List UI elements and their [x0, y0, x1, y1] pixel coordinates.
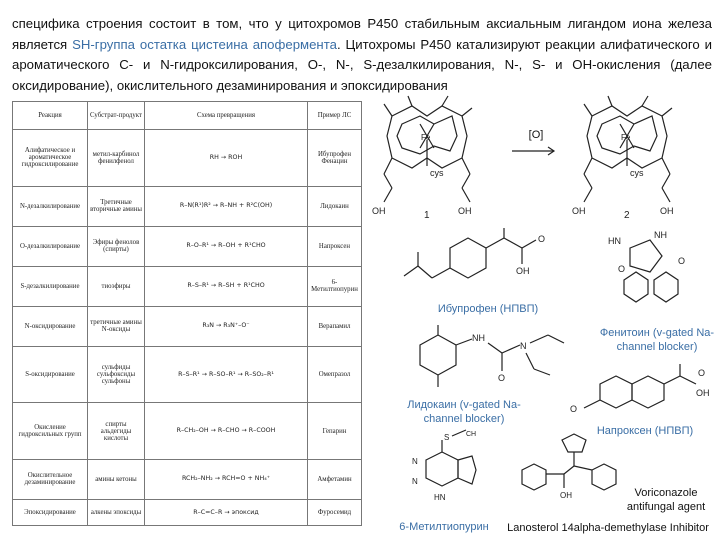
cell-scheme: RH → ROH	[145, 130, 308, 187]
oh-label: OH	[372, 206, 386, 216]
svg-text:OH: OH	[560, 491, 572, 500]
table-row	[13, 459, 362, 499]
cell-reaction: Окисление гидроксильных групп	[13, 403, 88, 460]
header-example: Пример ЛС	[308, 102, 362, 130]
compound-number: 2	[624, 210, 630, 221]
oh-label: OH	[660, 206, 674, 216]
compound-number: 1	[424, 210, 430, 221]
table-row	[13, 346, 362, 403]
cell-scheme: R–O–R¹ → R–OH + R¹CHO	[145, 226, 308, 266]
svg-text:OH: OH	[696, 388, 710, 398]
methylthiopurine-label	[392, 520, 496, 534]
svg-text:N: N	[412, 477, 418, 486]
svg-text:HN: HN	[434, 493, 446, 502]
cell-reaction: N-дезалкилирование	[13, 186, 88, 226]
cell-scheme: R–S–R¹ → R–SO–R¹ → R–SO₂–R¹	[145, 346, 308, 403]
methylthiopurine-structure	[404, 430, 484, 515]
table-row	[13, 500, 362, 526]
cell-reaction: S-оксидирование	[13, 346, 88, 403]
svg-text:O: O	[498, 373, 506, 383]
phenytoin-name: Фенитоин (v-gated Na-channel blocker)	[599, 327, 715, 353]
cell-example: Фуросемид	[308, 500, 362, 526]
cell-example: Лидокаин	[308, 186, 362, 226]
svg-text:S: S	[444, 433, 450, 442]
cell-example: Верапамил	[308, 306, 362, 346]
methylthiopurine-name: 6-Метилтиопурин	[399, 521, 489, 533]
fe-label: Fe	[421, 133, 431, 142]
oxidant-label: [O]	[528, 129, 544, 141]
intro-paragraph	[12, 14, 712, 96]
svg-text:O: O	[618, 264, 626, 274]
table-row	[13, 130, 362, 187]
svg-text:OH: OH	[516, 266, 530, 276]
cell-reaction: N-оксидирование	[13, 306, 88, 346]
cell-example: 6-Метилтиопурин	[308, 266, 362, 306]
svg-text:CH: CH	[466, 431, 477, 438]
svg-text:NH: NH	[472, 333, 485, 343]
porphyrin-right	[572, 96, 687, 221]
naproxen-name: Напроксен (НПВП)	[596, 425, 694, 437]
oh-label: OH	[458, 206, 472, 216]
lidocaine-name: Лидокаин (v-gated Na-channel blocker)	[407, 399, 521, 425]
reactions-table	[12, 101, 362, 526]
cell-substrate: тиоэфиры	[88, 266, 145, 306]
voriconazole-name: Voriconazole antifungal agent	[626, 487, 706, 513]
table-row	[13, 266, 362, 306]
header-substrate: Субстрат-продукт	[88, 102, 145, 130]
cell-scheme: R–CH₂–OH → R–CHO → R–COOH	[145, 403, 308, 460]
cell-example: Амфетамин	[308, 459, 362, 499]
porphyrin-left	[372, 96, 482, 221]
table-header-row	[13, 102, 362, 130]
svg-text:O: O	[570, 404, 578, 414]
lanosterol-label	[498, 521, 718, 535]
table-row	[13, 306, 362, 346]
lanosterol-name: Lanosterol 14alpha-demethylase Inhibitor	[507, 522, 709, 534]
cell-substrate: Эфиры фенолов (спирты)	[88, 226, 145, 266]
paragraph-highlight: SH-группа остатка цистеина апофермента	[72, 36, 337, 52]
phenytoin-label	[598, 326, 716, 354]
cell-scheme: R–N(R¹)R² → R–NH + R²C(OH)	[145, 186, 308, 226]
cell-scheme: RCH₂–NH₂ → RCH=O + NH₄⁺	[145, 459, 308, 499]
cys-label: cys	[630, 168, 644, 178]
cell-reaction: S-дезалкилирование	[13, 266, 88, 306]
voriconazole-label	[616, 486, 716, 514]
oh-label: OH	[572, 206, 586, 216]
svg-text:N: N	[412, 457, 418, 466]
table-row	[13, 186, 362, 226]
cell-example: Ибупрофен Фенацин	[308, 130, 362, 187]
paragraph-text-2: . Цитохромы Р450 катализируют реакции алифатического и ароматического C- и N-гидроксилирования, O-, N-, S-дезалкилирования, N-, S- и ОН-окисления (далее оксидирование), окислительного дезаминирования и эпоксидирования	[12, 36, 712, 93]
ibuprofen-structure	[400, 228, 560, 298]
cell-reaction: Окислительное дезаминирование	[13, 459, 88, 499]
cell-reaction: Эпоксидирование	[13, 500, 88, 526]
table-row	[13, 403, 362, 460]
header-reaction: Реакция	[13, 102, 88, 130]
ibuprofen-name: Ибупрофен (НПВП)	[437, 303, 539, 315]
svg-text:NH: NH	[654, 230, 667, 240]
cell-substrate: Третичные вторичные амины	[88, 186, 145, 226]
cell-example: Омепразол	[308, 346, 362, 403]
lidocaine-label	[404, 398, 524, 426]
cell-substrate: спирты альдегиды кислоты	[88, 403, 145, 460]
cys-label: cys	[430, 168, 444, 178]
cell-substrate: сульфиды сульфоксиды сульфоны	[88, 346, 145, 403]
svg-text:O: O	[538, 234, 546, 244]
cell-reaction: O-дезалкилирование	[13, 226, 88, 266]
svg-text:O: O	[698, 368, 706, 378]
cell-scheme: R₃N → R₃N⁺–O⁻	[145, 306, 308, 346]
svg-text:N: N	[520, 341, 527, 351]
svg-text:HN: HN	[608, 236, 621, 246]
naproxen-structure	[570, 362, 715, 422]
reaction-arrow	[512, 146, 558, 156]
cell-example: Напроксен	[308, 226, 362, 266]
cell-scheme: R–S–R¹ → R–SH + R¹CHO	[145, 266, 308, 306]
table-row	[13, 226, 362, 266]
cell-substrate: метил-карбинол фенилфенол	[88, 130, 145, 187]
voriconazole-structure	[512, 430, 632, 520]
paragraph-text-1: специфика строения состоит в том, что у цитохромов Р450 стабильным аксиальным лигандом иона железа является	[12, 16, 712, 52]
cell-reaction: Алифатическое и ароматическое гидроксилирование	[13, 130, 88, 187]
header-scheme: Схема превращения	[145, 102, 308, 130]
cell-substrate: алкены эпоксиды	[88, 500, 145, 526]
cell-substrate: амины кетоны	[88, 459, 145, 499]
cell-example: Гепарин	[308, 403, 362, 460]
phenytoin-structure	[600, 228, 710, 318]
cell-scheme: R–C=C–R → эпоксид	[145, 500, 308, 526]
ibuprofen-label	[428, 302, 548, 316]
fe-label: Fe	[621, 133, 631, 142]
svg-text:O: O	[678, 256, 686, 266]
cell-substrate: третичные амины N-оксиды	[88, 306, 145, 346]
lidocaine-structure	[400, 325, 580, 395]
